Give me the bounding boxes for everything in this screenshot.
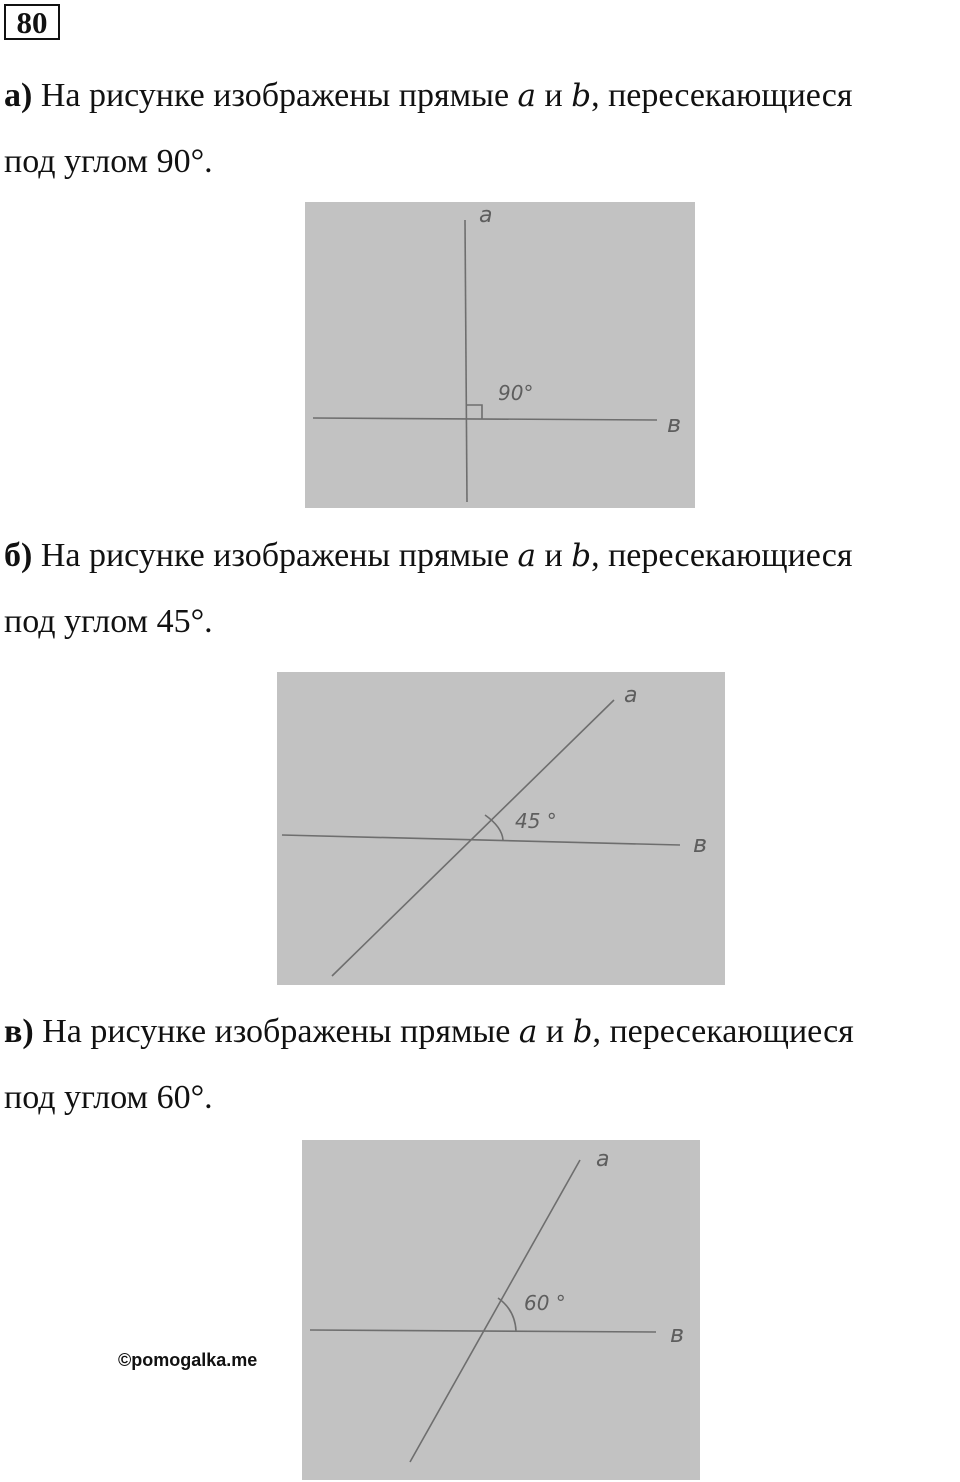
part-c-var-a: a [518, 1014, 538, 1050]
part-b-text-3: , пересекающиеся [591, 537, 853, 574]
part-a-line2: под углом 90°. [4, 143, 213, 180]
part-a-text-1: На рисунке изображены прямые [32, 77, 518, 114]
figure-b-label-b: в [693, 830, 708, 858]
part-c-text-1: На рисунке изображены прямые [33, 1013, 519, 1050]
figure-c-line-b [310, 1330, 656, 1332]
figure-a-angle-label: 90° [498, 381, 534, 405]
part-c-text [4, 999, 960, 1131]
part-b-line2: под углом 45°. [4, 603, 213, 640]
part-b-mark: б) [4, 537, 33, 574]
figure-a-photo [305, 202, 695, 508]
figure-b-label-a: a [624, 683, 638, 708]
figure-a-label-a: a [479, 203, 493, 228]
figure-c-label-a: a [596, 1147, 610, 1172]
part-c-var-b: b [572, 1014, 593, 1050]
figure-c-angle-label: 60 ° [524, 1291, 566, 1315]
part-b-var-a: a [517, 538, 537, 574]
figure-b-angle-arc [485, 815, 503, 840]
figure-a-line-a [465, 220, 467, 502]
figure-c-angle-arc [498, 1298, 516, 1331]
part-c-mark: в) [4, 1013, 34, 1050]
part-b-text [4, 523, 960, 655]
part-a-text-2: и [536, 77, 572, 114]
part-b-var-b: b [571, 538, 592, 574]
part-c-text-3: , пересекающиеся [592, 1013, 854, 1050]
part-a-var-b: b [571, 78, 592, 114]
part-b-text-2: и [536, 537, 572, 574]
part-c-line2: под углом 60°. [4, 1079, 213, 1116]
part-a-text-3: , пересекающиеся [591, 77, 853, 114]
figure-b-photo [277, 672, 725, 985]
watermark: ©pomogalka.me [118, 1350, 258, 1370]
figure-a-line-b [313, 418, 657, 420]
part-a-text [4, 63, 960, 195]
figure-a-right-angle-mark [466, 405, 482, 419]
part-a-mark: а) [4, 77, 33, 114]
problem-number: 80 [4, 4, 60, 40]
figure-c-label-b: в [670, 1320, 685, 1348]
part-b-text-1: На рисунке изображены прямые [32, 537, 518, 574]
part-c-text-2: и [537, 1013, 573, 1050]
figure-b-angle-label: 45 ° [515, 809, 557, 833]
part-a-var-a: a [517, 78, 537, 114]
figure-c-photo [302, 1140, 700, 1480]
figure-a-label-b: в [667, 410, 682, 438]
figure-b-line-b [282, 835, 680, 845]
